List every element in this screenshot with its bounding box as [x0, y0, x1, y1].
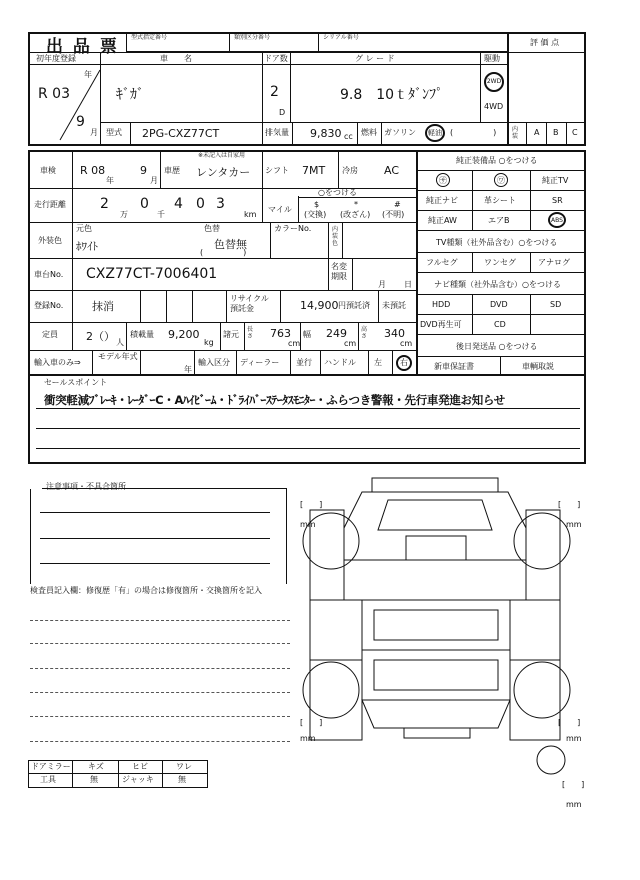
mileage-digit-5: 3 — [216, 196, 225, 212]
equipment-title: 純正装備品 ○をつける — [456, 156, 538, 165]
legend-scratch: キズ — [88, 762, 104, 771]
interior-grade-c[interactable]: C — [572, 128, 578, 137]
height-value: 340 — [384, 327, 405, 340]
width-value: 249 — [326, 327, 347, 340]
capacity-value: 2（） — [86, 330, 115, 343]
legend-jack: ジャッキ — [122, 775, 154, 784]
mm-top-right: mm — [566, 520, 582, 529]
grade-label: グ レ ー ド — [355, 54, 395, 63]
model-year-unit: 年 — [184, 365, 192, 374]
tv-title: TV種類（社外品含む）○をつける — [436, 238, 558, 247]
mile-label: マイル — [268, 205, 292, 214]
sheet-title: 出 品 票 — [46, 37, 119, 57]
header-field-1: 型式指定番号 — [126, 32, 230, 52]
inspector-label: 検査員記入欄：修復歴「有」の場合は修復箇所・交換箇所を記入 — [30, 586, 262, 595]
capacity-unit: 人 — [116, 338, 124, 347]
transfer-label: 名変期限 — [331, 262, 347, 281]
shift-label: シフト — [265, 166, 289, 175]
shaken-month: 9 — [140, 164, 147, 177]
height-unit: cm — [400, 339, 413, 348]
aircon-label: 冷房 — [342, 166, 358, 175]
cd[interactable]: CD — [494, 320, 506, 329]
navi-sd[interactable]: SD — [550, 300, 562, 309]
width-unit: cm — [344, 339, 357, 348]
fuel-label: 燃料 — [361, 128, 377, 137]
transfer-month: 月 — [378, 280, 386, 289]
month-unit: 月 — [90, 128, 98, 137]
mile-check-2[interactable]: * — [354, 200, 358, 209]
handle-left[interactable]: 左 — [374, 358, 382, 367]
tv-fullseg[interactable]: フルセグ — [426, 258, 458, 267]
delivery-warranty[interactable]: 新車保証書 — [434, 362, 474, 371]
import-type-label: 輸入区分 — [198, 358, 230, 367]
usage-note: ※未記入は自家用 — [198, 152, 246, 159]
legend-tools-value: 無 — [90, 775, 98, 784]
model-value: 2PG-CXZ77CT — [142, 127, 220, 140]
chassis-value: CXZ77CT-7006401 — [86, 266, 218, 282]
mm-bottom-right: mm — [566, 734, 582, 743]
rating-label: 評 価 点 — [530, 38, 560, 47]
shaken-year-unit: 年 — [106, 176, 114, 185]
import-parallel[interactable]: 並行 — [296, 358, 312, 367]
mile-check-1-label: (交換) — [304, 210, 327, 219]
header-field-3: シリアル番号 — [318, 32, 508, 52]
recycle-other: 未預託 — [382, 301, 406, 310]
delivery-manual[interactable]: 車輌取説 — [522, 362, 554, 371]
mileage-unit-man: 万 — [120, 210, 128, 219]
length-label: 長さ — [247, 326, 254, 340]
vehicle-name: ｷﾞｶﾞ — [116, 87, 144, 103]
equip-sr[interactable]: SR — [552, 196, 563, 205]
mileage-unit: km — [244, 210, 257, 219]
displacement-label: 排気量 — [265, 128, 289, 137]
first-reg-label: 初年度登録 — [36, 54, 76, 63]
equip-abs[interactable]: ABS — [548, 212, 566, 228]
drive-4wd[interactable]: 4WD — [484, 102, 504, 111]
color-no-label: カラーNo. — [274, 224, 312, 233]
usage-value: レンタカー — [196, 166, 251, 179]
navi-dvd[interactable]: DVD — [490, 300, 508, 309]
tv-oneseg[interactable]: ワンセグ — [484, 258, 516, 267]
mm-bottom-left: mm — [300, 734, 316, 743]
doors-label: ドア数 — [264, 54, 288, 63]
mile-check-1[interactable]: $ — [314, 200, 320, 209]
legend-crack: ヒビ — [132, 762, 148, 771]
bracket-top-left: [ ] — [300, 500, 323, 509]
legend-break: ワレ — [176, 762, 192, 771]
handle-label: ハンドル — [324, 358, 356, 367]
doors-value: 2 — [270, 84, 279, 100]
bracket-bottom-left: [ ] — [300, 718, 323, 727]
fuel-diesel[interactable]: 軽油 — [425, 124, 445, 142]
import-dealer[interactable]: ディーラー — [240, 358, 280, 367]
handle-right[interactable]: 右 — [396, 355, 412, 371]
recycle-amount: 14,900 — [300, 299, 339, 312]
sales-label: セールスポイント — [44, 378, 108, 387]
shaken-year: R 08 — [80, 164, 106, 177]
load-label: 積載量 — [130, 330, 154, 339]
interior-label: 内装 — [512, 126, 519, 140]
color-label: 外装色 — [38, 236, 62, 245]
equip-ps-icon[interactable]: ㋚ — [436, 173, 450, 187]
recycle-label: リサイクル預託金 — [230, 294, 269, 313]
mm-spare: mm — [566, 800, 582, 809]
drive-label: 駆動 — [484, 54, 500, 63]
recycle-suffix: 円預託済 — [338, 301, 370, 310]
grade-value: 9.8 10ｔﾀﾞﾝﾌﾟ — [340, 87, 444, 103]
fuel-other: ( ) — [450, 128, 497, 137]
displacement-value: 9,830 — [310, 127, 342, 140]
equip-aw[interactable]: 純正AW — [428, 216, 457, 225]
interior-grade-b[interactable]: B — [553, 128, 559, 137]
length-value: 763 — [270, 327, 291, 340]
drive-2wd[interactable]: 2WD — [484, 72, 504, 92]
model-year-label: モデル年式 — [98, 352, 138, 361]
equip-leather[interactable]: 革シート — [484, 196, 516, 205]
navi-hdd[interactable]: HDD — [432, 300, 451, 309]
first-reg-year: R 03 — [38, 86, 70, 102]
mile-check-2-label: (改ざん) — [340, 210, 371, 219]
caution-label: 注意事項・不具合箇所 — [46, 482, 126, 491]
bracket-bottom-right: [ ] — [558, 718, 581, 727]
mile-check-head: ○をつける — [318, 188, 357, 197]
interior-grade-a[interactable]: A — [534, 128, 540, 137]
equip-navi[interactable]: 純正ナビ — [426, 196, 458, 205]
delivery-title: 後日発送品 ○をつける — [456, 342, 538, 351]
orig-color-value: ﾎﾜｲﾄ — [76, 240, 98, 253]
width-label: 幅 — [303, 330, 311, 339]
model-label: 型式 — [106, 128, 122, 137]
load-value: 9,200 — [168, 328, 200, 341]
equip-pw-icon[interactable]: ㋻ — [494, 173, 508, 187]
legend-jack-value: 無 — [178, 775, 186, 784]
aircon-value: AC — [384, 164, 400, 177]
mileage-digit-4: 0 — [196, 196, 205, 212]
year-unit: 年 — [84, 70, 92, 79]
displacement-unit: cc — [344, 132, 353, 141]
sales-text: 衝突軽減ﾌﾞﾚｰｷ・ﾚｰﾀﾞｰC・Aﾊｲﾋﾞｰﾑ・ﾄﾞﾗｲﾊﾞｰｽﾃｰﾀｽﾓﾆﾀｰ・ふらつき警報・先行車発進お知らせ — [44, 393, 505, 407]
dvd-playback[interactable]: DVD再生可 — [420, 320, 462, 329]
interior-color-label: 内装色 — [332, 226, 339, 247]
fuel-gasoline[interactable]: ガソリン — [384, 128, 416, 137]
vehicle-name-label: 車 名 — [160, 54, 192, 63]
mile-check-3-label: (不明) — [382, 210, 405, 219]
mile-check-3[interactable]: # — [394, 200, 401, 209]
bracket-top-right: [ ] — [558, 500, 581, 509]
header-field-2: 類別区分番号 — [229, 32, 319, 52]
equip-tv[interactable]: 純正TV — [542, 176, 569, 185]
shift-value: 7MT — [302, 164, 326, 177]
legend-tools: 工具 — [40, 775, 56, 784]
length-unit: cm — [288, 339, 301, 348]
tv-analog[interactable]: アナログ — [538, 258, 570, 267]
mm-top-left: mm — [300, 520, 316, 529]
dims-label: 諸元 — [223, 330, 239, 339]
color-change-paren: ( ) — [200, 248, 247, 257]
legend-mirror: ドアミラー — [31, 762, 71, 771]
color-change-label: 色替 — [204, 224, 220, 233]
equip-airbag[interactable]: エアB — [488, 216, 510, 225]
doors-suffix: D — [279, 108, 286, 117]
chassis-label: 車台No. — [34, 270, 64, 279]
transfer-day: 日 — [404, 280, 412, 289]
bracket-spare: [ ] — [562, 780, 585, 789]
usage-label: 車歴 — [164, 166, 180, 175]
capacity-label: 定員 — [42, 330, 58, 339]
load-unit: kg — [204, 338, 214, 347]
mileage-digit-2: 0 — [140, 196, 149, 212]
registration-value: 抹消 — [92, 300, 114, 313]
first-reg-month: 9 — [76, 114, 85, 130]
color-change-value: 色替無 — [214, 238, 247, 251]
height-label: 高さ — [361, 326, 368, 340]
mileage-digit-3: 4 — [174, 196, 183, 212]
registration-label: 登録No. — [34, 301, 64, 310]
shaken-month-unit: 月 — [150, 176, 158, 185]
mileage-label: 走行距離 — [34, 200, 66, 209]
shaken-label: 車検 — [40, 166, 56, 175]
navi-title: ナビ種類（社外品含む）○をつける — [434, 280, 561, 289]
import-label: 輸入車のみ⇒ — [34, 358, 81, 367]
orig-color-label: 元色 — [76, 224, 92, 233]
mileage-unit-sen: 千 — [157, 210, 165, 219]
mileage-digit-1: 2 — [100, 196, 109, 212]
